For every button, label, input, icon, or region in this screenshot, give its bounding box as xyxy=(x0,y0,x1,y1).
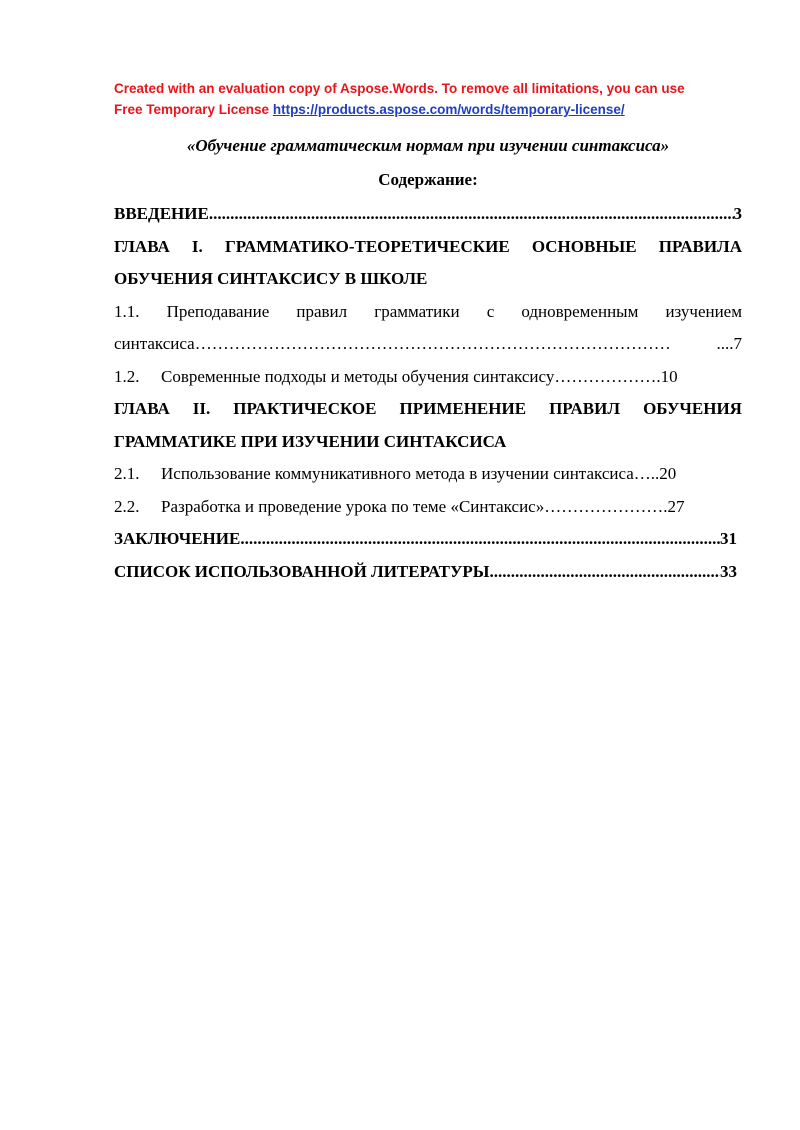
toc-word: грамматики xyxy=(374,301,460,321)
toc-leader-dots xyxy=(490,556,721,589)
evaluation-notice-prefix: Free Temporary License xyxy=(114,102,273,117)
toc-entry-label: Современные подходы и методы обучения синтаксису xyxy=(161,366,555,386)
toc-page-number: 31 xyxy=(720,529,737,548)
toc-leader-dots xyxy=(240,523,720,556)
toc-word: ГЛАВА xyxy=(114,399,170,418)
document-title: «Обучение грамматическим нормам при изучении синтаксиса» xyxy=(186,136,670,155)
toc-leader-dots: ….. xyxy=(633,464,660,483)
toc-section-2-1[interactable] xyxy=(114,458,742,491)
table-of-contents xyxy=(114,198,742,588)
toc-leader-dots: ………………. xyxy=(554,366,661,386)
toc-entry-label: Использование коммуникативного метода в изучении синтаксиса xyxy=(161,464,634,483)
toc-chapter2-line2[interactable]: ГРАММАТИКЕ ПРИ ИЗУЧЕНИИ СИНТАКСИСА xyxy=(114,431,507,451)
toc-page-number: 20 xyxy=(659,464,677,483)
toc-leader-dots xyxy=(209,198,734,231)
evaluation-notice-line2 xyxy=(114,99,754,120)
toc-word: правил xyxy=(296,301,348,321)
toc-entry-label: ВВЕДЕНИЕ xyxy=(114,204,209,223)
toc-word: II. xyxy=(192,399,211,418)
toc-word: одновременным xyxy=(521,301,639,321)
toc-leader-dots: …………………. xyxy=(544,496,668,516)
toc-section-1-1-line2[interactable] xyxy=(114,328,742,361)
toc-word: ОСНОВНЫЕ xyxy=(531,236,637,256)
toc-page-number: 27 xyxy=(667,496,685,516)
toc-word: ПРАВИЛА xyxy=(658,236,742,256)
toc-page-number: 33 xyxy=(720,561,737,581)
toc-section-number: 2.2. xyxy=(114,496,140,516)
toc-leader-dots: ………………………………………………………………………… xyxy=(194,334,671,353)
toc-chapter1-line2[interactable]: ОБУЧЕНИЯ СИНТАКСИСУ В ШКОЛЕ xyxy=(114,269,428,288)
toc-page-number: 10 xyxy=(660,366,678,386)
toc-word: ГЛАВА xyxy=(114,236,170,256)
toc-entry-label: ЗАКЛЮЧЕНИЕ xyxy=(114,529,241,548)
toc-section-1-2[interactable] xyxy=(114,361,742,394)
toc-page-number: 3 xyxy=(733,204,742,223)
toc-word: с xyxy=(486,301,495,321)
toc-word: ПРАКТИЧЕСКОЕ xyxy=(233,399,377,418)
evaluation-notice-line1: Created with an evaluation copy of Aspose.Words. To remove all limitations, you can use xyxy=(114,81,685,96)
toc-chapter1-line1[interactable] xyxy=(114,231,742,264)
toc-word: 1.1. xyxy=(114,301,140,321)
toc-entry-bibliography[interactable] xyxy=(114,556,737,589)
toc-word: изучением xyxy=(665,301,742,321)
toc-word: ОБУЧЕНИЯ xyxy=(643,399,742,418)
toc-entry-label: Разработка и проведение урока по теме «Синтаксис» xyxy=(161,496,545,516)
contents-heading: Содержание: xyxy=(378,170,478,189)
toc-chapter2-line1[interactable] xyxy=(114,393,742,426)
toc-entry-intro[interactable] xyxy=(114,198,742,231)
toc-word: I. xyxy=(191,236,203,256)
evaluation-notice xyxy=(114,78,754,120)
toc-entry-conclusion[interactable] xyxy=(114,523,737,556)
toc-entry-label: СПИСОК ИСПОЛЬЗОВАННОЙ ЛИТЕРАТУРЫ xyxy=(114,561,490,581)
toc-word: ГРАММАТИКО-ТЕОРЕТИЧЕСКИЕ xyxy=(224,236,510,256)
toc-section-number: 1.2. xyxy=(114,366,140,386)
toc-section-2-2[interactable] xyxy=(114,491,742,524)
toc-section-1-1-line1[interactable] xyxy=(114,296,742,329)
toc-word: Преподавание xyxy=(166,301,270,321)
toc-word: ПРАВИЛ xyxy=(549,399,621,418)
toc-entry-label: синтаксиса xyxy=(114,334,195,353)
toc-section-number: 2.1. xyxy=(114,464,140,483)
toc-word: ПРИМЕНЕНИЕ xyxy=(399,399,527,418)
temporary-license-link[interactable]: https://products.aspose.com/words/temporary-license/ xyxy=(272,102,625,117)
toc-page-number: ....7 xyxy=(716,334,742,353)
